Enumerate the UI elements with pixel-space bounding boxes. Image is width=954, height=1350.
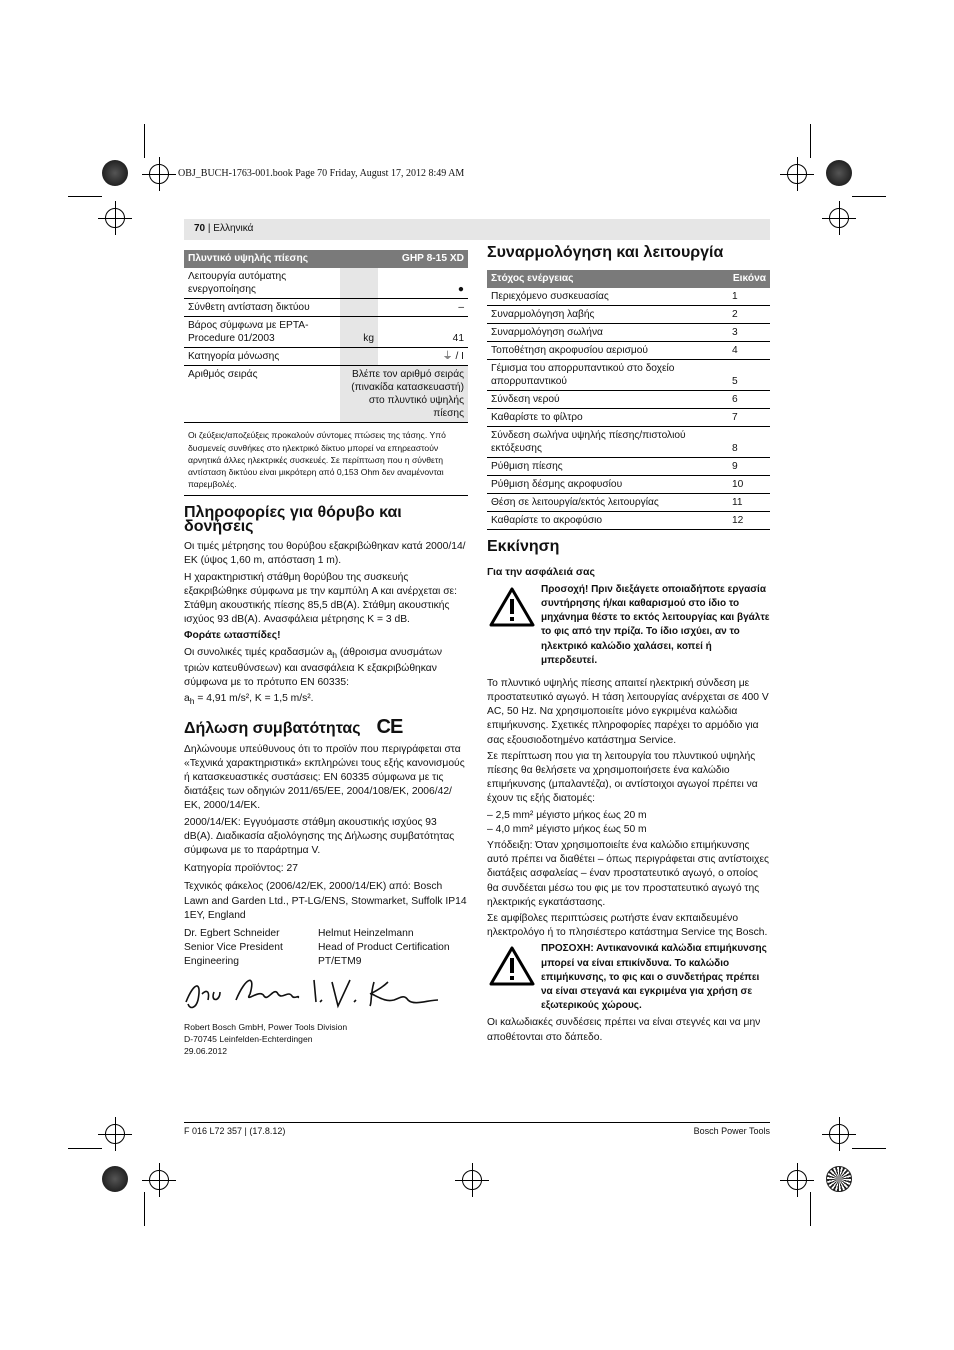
registration-mark-icon	[787, 164, 807, 184]
noise-title: Πληροφορίες για θόρυβο και δονήσεις	[184, 503, 402, 535]
spec-table	[184, 250, 468, 423]
table-row: Καθαρίστε το ακροφύσιο 12	[487, 512, 770, 530]
ce-mark-icon: CE	[376, 716, 403, 739]
assembly-title: Συναρμολόγηση και λειτουργία	[487, 244, 724, 261]
table-row: Ρύθμιση δέσμης ακροφυσίου 10	[487, 476, 770, 494]
signatories: Dr. Egbert Schneider Senior Vice President Engineering Helmut Heinzelmann Head of Product Certification PT/ETM9	[184, 928, 450, 968]
startup-text: Σε περίπτωση που για τη λειτουργία του πλυντικού υψηλής πίεσης θα θελήσετε να χρησιμοποιήσετε ένα καλώδιο επιμήκυνσης (μπαλαντέζα), οι αντίστοιχοι αγωγοί πρέπει να έχουν τις εξής διατομές:	[487, 750, 758, 805]
noise-text: Η χαρακτηριστική στάθμη θορύβου της συσκευής εξακριβώθηκε σύμφωνα με την καμπύλη A και ανέρχεται σε: Στάθμη ακουστικής πίεσης 85,5 dB(A). Στάθμη ακουστικής ισχύος 93 dB(A). Ανασφάλεια μέτρησης K = 3 dB.	[184, 571, 458, 626]
table-row: Θέση σε λειτουργία/εκτός λειτουργίας 11	[487, 494, 770, 512]
crop-mark	[852, 1148, 886, 1149]
startup-title: Εκκίνηση	[487, 538, 560, 556]
startup-text: Σε αμφίβολες περιπτώσεις ρωτήστε έναν εκπαιδευμένο ηλεκτρολόγο ή το πλησιέστερο κατάστημα Service της Bosch.	[487, 913, 768, 939]
safety-subtitle: Για την ασφάλειά σας	[487, 565, 595, 578]
table-row: Αριθμός σειράς Βλέπε τον αριθμό σειράς (πινακίδα κατασκευαστή) στο πλυντικό υψηλής πίεσης	[184, 366, 468, 423]
warning-block	[487, 583, 770, 673]
registration-mark-icon	[105, 1124, 125, 1144]
registration-mark-icon	[462, 1170, 482, 1190]
signature-image	[184, 972, 444, 1016]
registration-mark-icon	[149, 164, 169, 184]
printer-color-mark	[102, 160, 128, 186]
ear-protection-note: Φοράτε ωτασπίδες!	[184, 630, 281, 642]
printer-color-mark	[102, 1166, 128, 1192]
table-row: Σύνθετη αντίσταση δικτύου –	[184, 299, 468, 317]
startup-text: Το πλυντικό υψηλής πίεσης απαιτεί ηλεκτρική σύνδεση με προστατευτικό αγωγό. Η τάση λειτουργίας ανέρχεται σε 400 V AC, 50 Hz. Να χρησιμοποιείτε μόνο εγκριμένα καλώδια επιμήκυνσης. Σχετικές πληροφορίες παρέχει το αρμόδιο για σας εξουσιοδοτημένο κατάστημα Service.	[487, 677, 769, 746]
printer-color-mark	[826, 160, 852, 186]
table-row: Λειτουργία αυτόματης ενεργοποίησης ●	[184, 268, 468, 299]
product-category: Κατηγορία προϊόντος: 27	[184, 863, 298, 875]
language-label: Ελληνικά	[213, 223, 254, 234]
table-row: Καθαρίστε το φίλτρο 7	[487, 409, 770, 427]
warning-text: Προσοχή! Πριν διεξάγετε οποιαδήποτε εργασία συντήρησης ή/και καθαρισμού στο ίδιο το μηχάνημα θέστε το εκτός λειτουργίας και βγάλτε το φις από την πρίζα. Το ίδιο ισχύει, αν το ηλεκτρικό καλώδιο χαλάσει, κοπεί ή μπερδευτεί.	[541, 583, 770, 666]
spec-note: Οι ζεύξεις/αποζεύξεις προκαλούν σύντομες πτώσεις της τάσης. Υπό δυσμενείς συνθήκες στο ηλεκτρικό δίκτυο μπορεί να επηρεαστούν αρνητικά άλλες ηλεκτρικές συσκευές. Σε περίπτωση που η σύνθετη αντίσταση δικτύου είναι μικρότερη από 0,153 Ohm δεν αναμένονται παρεμβολές.	[188, 430, 446, 490]
right-column	[487, 246, 770, 1047]
warning-triangle-icon	[489, 946, 535, 986]
startup-text: Οι καλωδιακές συνδέσεις πρέπει να είναι στεγνές και να μην αποθέτονται στο δάπεδο.	[487, 1017, 761, 1043]
printer-color-mark	[826, 1166, 852, 1192]
footer-brand: Bosch Power Tools	[693, 1126, 770, 1136]
crop-mark	[68, 196, 102, 197]
registration-mark-icon	[829, 208, 849, 228]
cable-spec: – 4,0 mm² μέγιστο μήκος έως 50 m	[487, 823, 647, 835]
registration-mark-icon	[829, 1124, 849, 1144]
vibration-text: Οι συνολικές τιμές κραδασμών $a_h$ (άθροισμα ανυσμάτων τριών κατευθύνσεων) και ανασφάλεια K εξακριβώθηκαν σύμφωνα με το πρότυπο EN 60335:	[184, 646, 443, 688]
conformity-text: Δηλώνουμε υπεύθυνους ότι το προϊόν που περιγράφεται στα «Τεχνικά χαρακτηριστικά» εκπληρώνει τους εξής κανονισμούς ή κατασκευαστικές συστάσεις: EN 60335 σύμφωνα με τις διατάξεις των οδηγιών 2011/65/ΕΕ, 2004/108/ΕΚ, 2006/42/ΕΚ, 2000/14/ΕΚ.	[184, 743, 465, 812]
company-address: Robert Bosch GmbH, Power Tools Division D-70745 Leinfelden-Echterdingen 29.06.2012	[184, 1021, 348, 1057]
conformity-title: Δήλωση συμβατότητας CE	[184, 716, 403, 739]
warning-text: ΠΡΟΣΟΧΗ: Αντικανονικά καλώδια επιμήκυνσης μπορεί να είναι επικίνδυνα. Το καλώδιο επιμήκυνσης, το φις και ο συνδετήρας πρέπει να είναι στεγανά και εγκριμένα για χρήση σε εξωτερικούς χώρους.	[541, 943, 767, 1012]
footer-divider	[184, 1122, 770, 1123]
cable-spec: – 2,5 mm² μέγιστο μήκος έως 20 m	[487, 809, 647, 821]
crop-mark	[68, 1148, 102, 1149]
table-row: Κατηγορία μόνωσης ⏚ / I	[184, 348, 468, 366]
crop-mark	[810, 124, 811, 158]
table-row: Σύνδεση σωλήνα υψηλής πίεσης/πιστολιού εκτόξευσης 8	[487, 427, 770, 458]
footer-doc-number: F 016 L72 357 | (17.8.12)	[184, 1126, 286, 1136]
vibration-values: $a_h = 4,91$ m/s², K = 1,5 m/s².	[184, 693, 314, 707]
spec-table-header: Πλυντικό υψηλής πίεσης	[184, 250, 340, 268]
crop-mark	[852, 196, 886, 197]
table-row: Ρύθμιση πίεσης 9	[487, 458, 770, 476]
registration-mark-icon	[787, 1170, 807, 1190]
conformity-text: 2000/14/ΕΚ: Εγγυόμαστε στάθμη ακουστικής ισχύος 93 dB(A). Διαδικασία αξιολόγησης της Δήλωσης συμβατότητας σύμφωνα με το παράρτημα V.	[184, 816, 455, 857]
startup-note: Υπόδειξη: Όταν χρησιμοποιείτε ένα καλώδιο επιμήκυνσης αυτό πρέπει να διαθέτει – όπως περιγράφεται στις αντίστοιχες διατάξεις ασφαλείας – έναν προστατευτικό αγωγό, ο οποίος θα συνδέεται μέσω του φις με τον προστατευτικό αγωγό της ηλεκτρικής εγκατάστασης.	[487, 840, 770, 908]
registration-mark-icon	[105, 208, 125, 228]
table-row: Συναρμολόγηση λαβής 2	[487, 306, 770, 324]
assembly-table-header: Στόχος ενέργειας	[487, 270, 726, 288]
registration-mark-icon	[149, 1170, 169, 1190]
crop-mark	[144, 1192, 145, 1226]
print-info: OBJ_BUCH-1763-001.book Page 70 Friday, August 17, 2012 8:49 AM	[178, 168, 465, 179]
table-row: Περιεχόμενο συσκευασίας 1	[487, 288, 770, 306]
crop-mark	[144, 124, 145, 158]
table-row: Βάρος σύμφωνα με EPTA-Procedure 01/2003 kg 41	[184, 317, 468, 348]
warning-triangle-icon	[489, 587, 535, 627]
crop-mark	[810, 1192, 811, 1226]
left-column	[184, 250, 468, 1058]
table-row: Σύνδεση νερού 6	[487, 391, 770, 409]
warning-block	[487, 942, 770, 1014]
spec-table-model: GHP 8-15 XD	[378, 250, 468, 268]
assembly-table	[487, 270, 770, 530]
page-header: 70 | Ελληνικά	[184, 219, 770, 240]
table-row: Τοποθέτηση ακροφυσίου αερισμού 4	[487, 342, 770, 360]
technical-file: Τεχνικός φάκελος (2006/42/ΕΚ, 2000/14/ΕΚ) από: Bosch Lawn and Garden Ltd., PT-LG/ENS, Stowmarket, Suffolk IP14 1EY, England	[184, 881, 467, 921]
table-row: Γέμισμα του απορρυπαντικού στο δοχείο απορρυπαντικού 5	[487, 360, 770, 391]
noise-text: Οι τιμές μέτρησης του θορύβου εξακριβώθηκαν κατά 2000/14/ΕΚ (ύψος 1,60 m, απόσταση 1 m).	[184, 541, 466, 567]
assembly-table-figure-header: Εικόνα	[726, 270, 770, 288]
page-number: 70	[194, 223, 206, 234]
table-row: Συναρμολόγηση σωλήνα 3	[487, 324, 770, 342]
